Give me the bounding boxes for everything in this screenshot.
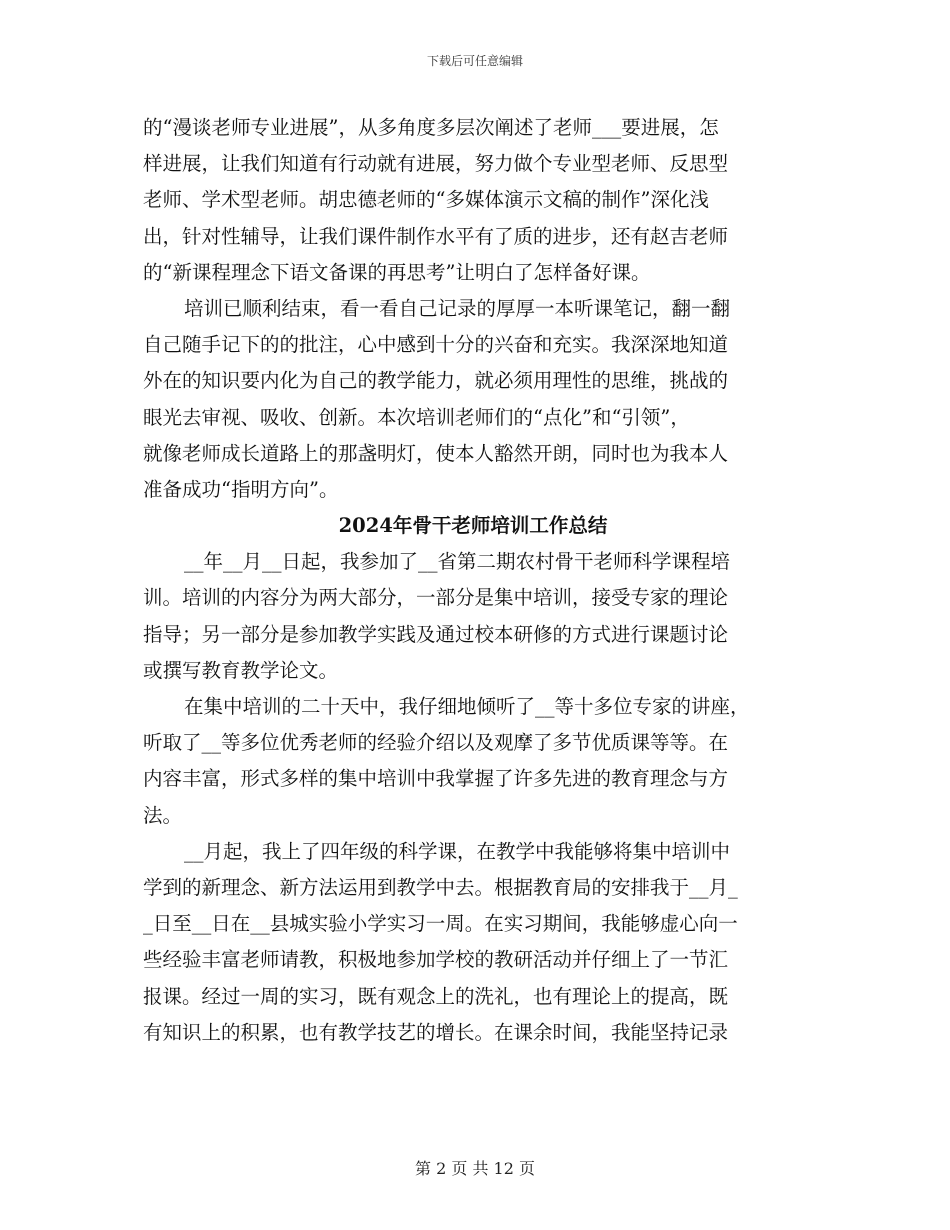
body-line: 准备成功“指明方向”。 <box>143 477 339 501</box>
paragraph-first-line: 在集中培训的二十天中，我仔细地倾听了__等十多位专家的讲座， <box>184 695 750 718</box>
body-line: 或撰写教育教学论文。 <box>143 658 339 682</box>
page-header-note: 下载后可任意编辑 <box>426 54 523 68</box>
body-line: 指导；另一部分是参加教学实践及通过校本研修的方式进行课题讨论 <box>143 622 729 646</box>
body-line: 外在的知识要内化为自己的教学能力，就必须用理性的思维，挑战的 <box>143 369 729 393</box>
body-line: 出，针对性辅导，让我们课件制作水平有了质的进步，还有赵吉老师 <box>143 224 729 248</box>
body-line: 内容丰富，形式多样的集中培训中我掌握了许多先进的教育理念与方 <box>143 767 729 791</box>
body-line: 老师、学术型老师。胡忠德老师的“多媒体演示文稿的制作”深化浅 <box>143 188 709 212</box>
body-line: 有知识上的积累，也有教学技艺的增长。在课余时间，我能坚持记录 <box>143 1020 729 1044</box>
section-heading: 2024年骨干老师培训工作总结 <box>338 514 608 538</box>
body-line: 就像老师成长道路上的那盏明灯，使本人豁然开朗，同时也为我本人 <box>143 441 729 465</box>
body-line: 自己随手记下的的批注，心中感到十分的兴奋和充实。我深深地知道 <box>143 333 729 357</box>
paragraph-first-line: 培训已顺利结束，看一看自己记录的厚厚一本听课笔记，翻一翻 <box>184 296 731 320</box>
body-line: 的“新课程理念下语文备课的再思考”让明白了怎样备好课。 <box>143 260 651 284</box>
body-line: 样进展，让我们知道有行动就有进展，努力做个专业型老师、反思型 <box>143 152 729 176</box>
page-number: 第 2 页 共 12 页 <box>415 1159 535 1178</box>
body-line: 些经验丰富老师请教，积极地参加学校的教研活动并仔细上了一节汇 <box>143 948 729 972</box>
document-body <box>143 110 803 1051</box>
body-line: _日至__日在__县城实验小学实习一周。在实习期间，我能够虚心向一 <box>143 912 738 936</box>
body-line: 学到的新理念、新方法运用到教学中去。根据教育局的安排我于__月_ <box>143 875 738 899</box>
body-line: 训。培训的内容分为两大部分，一部分是集中培训，接受专家的理论 <box>143 586 729 610</box>
paragraph-first-line: __月起，我上了四年级的科学课，在教学中我能够将集中培训中 <box>184 839 731 863</box>
body-line: 的“漫谈老师专业进展”，从多角度多层次阐述了老师___要进展，怎 <box>143 116 719 139</box>
body-line: 眼光去审视、吸收、创新。本次培训老师们的“点化”和“引领”， <box>143 405 690 429</box>
body-line: 听取了__等多位优秀老师的经验介绍以及观摩了多节优质课等等。在 <box>143 731 729 755</box>
body-line: 报课。经过一周的实习，既有观念上的洗礼，也有理论上的提高，既 <box>143 984 729 1008</box>
paragraph-first-line: __年__月__日起，我参加了__省第二期农村骨干老师科学课程培 <box>184 550 731 574</box>
body-line: 法。 <box>143 803 183 827</box>
